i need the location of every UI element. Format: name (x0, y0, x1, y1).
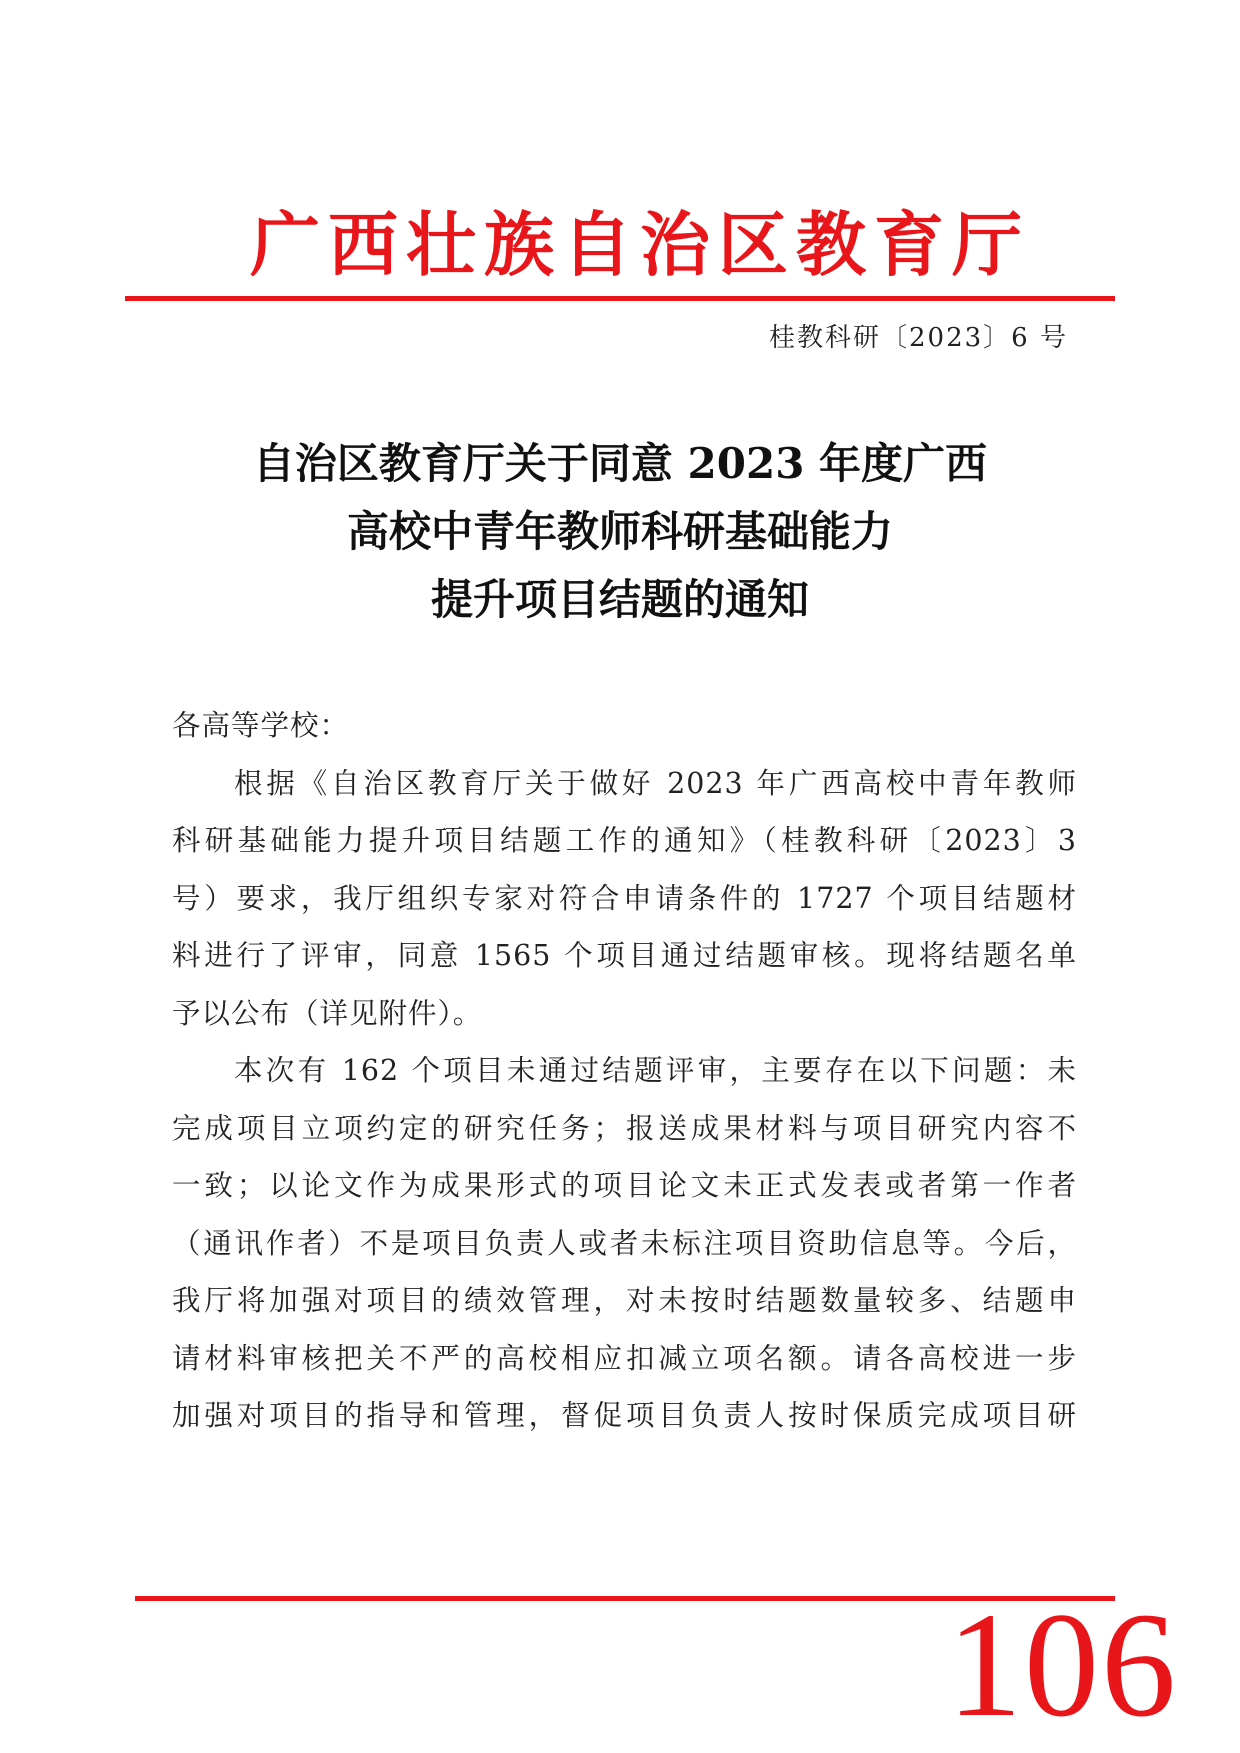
body-line: 科研基础能力提升项目结题工作的通知》（桂教科研〔2023〕3 (172, 824, 1077, 857)
body-line: 根据《自治区教育厅关于做好 2023 年广西高校中青年教师 (234, 766, 1077, 800)
body-line: 加强对项目的指导和管理，督促项目负责人按时保质完成项目研 (172, 1399, 1077, 1432)
title-line-1: 自治区教育厅关于同意 2023 年度广西 (252, 439, 988, 488)
page-number: 106 (947, 1582, 1178, 1748)
body-line: 一致；以论文作为成果形式的项目论文未正式发表或者第一作者 (172, 1169, 1077, 1202)
body-line: 本次有 162 个项目未通过结题评审，主要存在以下问题：未 (234, 1054, 1077, 1087)
document-number: 桂教科研〔2023〕6 号 (769, 323, 1068, 353)
body-line: 完成项目立项约定的研究任务；报送成果材料与项目研究内容不 (172, 1111, 1077, 1145)
body-line: 请材料审核把关不严的高校相应扣减立项名额。请各高校进一步 (172, 1341, 1077, 1375)
body-line: 予以公布（详见附件）。 (172, 996, 483, 1030)
title-line-2: 高校中青年教师科研基础能力 (346, 507, 893, 556)
document-body (172, 697, 1077, 1445)
document-title (0, 430, 1240, 634)
salutation: 各高等学校： (172, 709, 350, 742)
body-line: （通讯作者）不是项目负责人或者未标注项目资助信息等。今后， (172, 1226, 1077, 1260)
body-line: 料进行了评审，同意 1565 个项目通过结题审核。现将结题名单 (172, 939, 1077, 972)
body-line: 号）要求，我厅组织专家对符合申请条件的 1727 个项目结题材 (172, 881, 1077, 915)
issuer-masthead: 广西壮族自治区教育厅 (250, 203, 1030, 286)
header-red-rule (125, 296, 1115, 301)
title-line-3: 提升项目结题的通知 (430, 575, 809, 624)
body-line: 我厅将加强对项目的绩效管理，对未按时结题数量较多、结题申 (172, 1284, 1077, 1317)
